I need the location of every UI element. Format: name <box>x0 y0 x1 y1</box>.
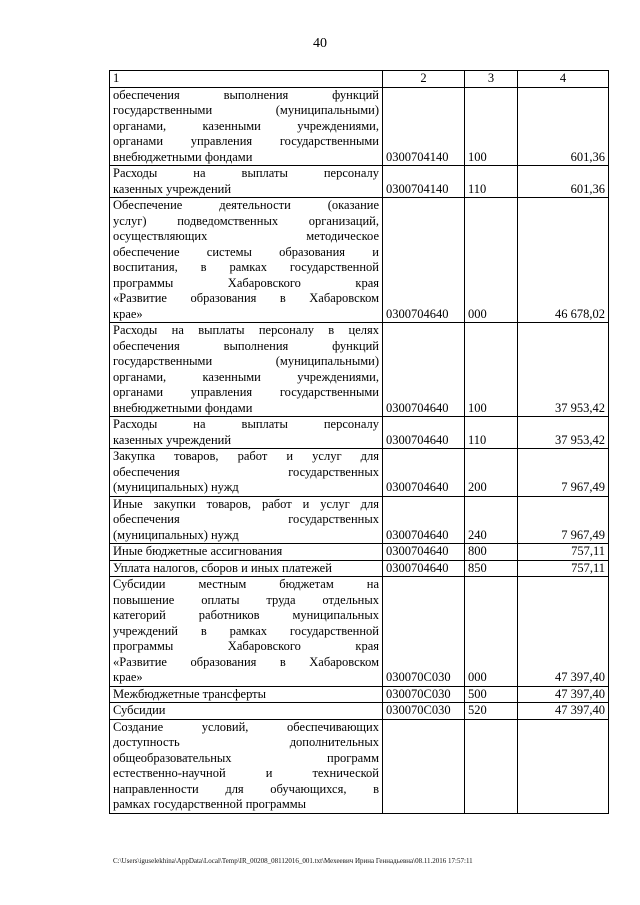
description-line: крае» <box>113 306 143 321</box>
table-row <box>110 417 609 449</box>
row-amount <box>518 719 609 813</box>
table-header-row <box>110 71 609 88</box>
row-description <box>110 577 383 687</box>
budget-table <box>109 70 609 814</box>
row-expense-type: 110 <box>465 417 518 449</box>
description-line: казенных учреждений <box>113 181 232 196</box>
description-line: Расходы на выплаты персоналу <box>113 166 379 180</box>
row-target-code <box>383 719 465 813</box>
description-line: категорий работников муниципальных <box>113 608 379 622</box>
description-line: казенных учреждений <box>113 432 232 447</box>
row-target-code: 0300704140 <box>383 87 465 166</box>
description-line: (муниципальных) нужд <box>113 527 239 542</box>
table-row <box>110 719 609 813</box>
row-description <box>110 417 383 449</box>
description-line: обеспечения государственных <box>113 464 379 479</box>
row-target-code: 0300704640 <box>383 417 465 449</box>
description-line: программы Хабаровского края <box>113 639 379 653</box>
row-description <box>110 166 383 198</box>
row-target-code: 030070С030 <box>383 577 465 687</box>
row-target-code: 0300704140 <box>383 166 465 198</box>
row-expense-type: 100 <box>465 323 518 417</box>
description-line: «Развитие образования в Хабаровском <box>113 654 379 669</box>
row-target-code: 030070С030 <box>383 703 465 720</box>
description-line: Иные закупки товаров, работ и услуг для <box>113 496 379 511</box>
description-line: внебюджетными фондами <box>113 400 253 415</box>
row-target-code: 0300704640 <box>383 198 465 323</box>
row-description <box>110 496 383 544</box>
row-expense-type: 000 <box>465 198 518 323</box>
row-description <box>110 719 383 813</box>
row-target-code: 0300704640 <box>383 449 465 497</box>
table-row <box>110 166 609 198</box>
description-line: Расходы на выплаты персоналу в целях <box>113 323 379 337</box>
row-amount: 46 678,02 <box>518 198 609 323</box>
row-expense-type: 200 <box>465 449 518 497</box>
description-line: органами управления государственными <box>113 134 379 148</box>
row-target-code: 0300704640 <box>383 544 465 561</box>
description-line: обеспечения государственных <box>113 512 379 526</box>
description-line: учреждений в рамках государственной <box>113 623 379 638</box>
row-amount: 757,11 <box>518 560 609 577</box>
table-row <box>110 449 609 497</box>
table-row <box>110 560 609 577</box>
description-line: Субсидии местным бюджетам на <box>113 577 379 591</box>
row-target-code: 030070С030 <box>383 686 465 703</box>
description-line: осуществляющих методическое <box>113 229 379 243</box>
row-description <box>110 703 383 720</box>
description-line: направленности для обучающихся, в <box>113 781 379 796</box>
table-row <box>110 87 609 166</box>
row-expense-type: 800 <box>465 544 518 561</box>
row-amount: 7 967,49 <box>518 496 609 544</box>
description-line: органами управления государственными <box>113 385 379 399</box>
row-amount: 37 953,42 <box>518 323 609 417</box>
description-line: доступность дополнительных <box>113 735 379 749</box>
description-line: рамках государственной программы <box>113 797 307 811</box>
table-row <box>110 686 609 703</box>
table-row <box>110 544 609 561</box>
description-line: услуг) подведомственных организаций, <box>113 213 379 228</box>
row-expense-type: 520 <box>465 703 518 720</box>
row-target-code: 0300704640 <box>383 560 465 577</box>
description-line: государственными (муниципальными) <box>113 354 379 368</box>
row-amount: 47 397,40 <box>518 686 609 703</box>
row-description <box>110 87 383 166</box>
row-amount: 37 953,42 <box>518 417 609 449</box>
table-row <box>110 323 609 417</box>
description-line: Обеспечение деятельности (оказание <box>113 198 379 212</box>
row-amount: 47 397,40 <box>518 703 609 720</box>
page-number: 40 <box>313 36 327 51</box>
row-expense-type: 100 <box>465 87 518 166</box>
row-expense-type: 110 <box>465 166 518 198</box>
description-line: Межбюджетные трансферты <box>113 686 267 701</box>
header-col-3: 3 <box>465 71 518 88</box>
table-row <box>110 198 609 323</box>
row-expense-type <box>465 719 518 813</box>
table-row <box>110 496 609 544</box>
table-row <box>110 703 609 720</box>
description-line: Уплата налогов, сборов и иных платежей <box>113 560 332 575</box>
table-row <box>110 577 609 687</box>
header-col-1: 1 <box>110 71 383 88</box>
row-description <box>110 560 383 577</box>
description-line: органами, казенными учреждениями, <box>113 369 379 384</box>
row-description <box>110 198 383 323</box>
row-amount: 7 967,49 <box>518 449 609 497</box>
row-description <box>110 686 383 703</box>
header-col-4: 4 <box>518 71 609 88</box>
description-line: воспитания, в рамках государственной <box>113 260 379 274</box>
description-line: Закупка товаров, работ и услуг для <box>113 449 379 463</box>
description-line: естественно-научной и технической <box>113 766 379 780</box>
description-line: повышение оплаты труда отдельных <box>113 592 379 607</box>
row-target-code: 0300704640 <box>383 496 465 544</box>
description-line: «Развитие образования в Хабаровском <box>113 291 379 305</box>
description-line: государственными (муниципальными) <box>113 103 379 117</box>
description-line: внебюджетными фондами <box>113 149 253 164</box>
description-line: обеспечение системы образования и <box>113 244 379 259</box>
header-col-2: 2 <box>383 71 465 88</box>
description-line: Иные бюджетные ассигнования <box>113 544 283 558</box>
row-expense-type: 500 <box>465 686 518 703</box>
description-line: (муниципальных) нужд <box>113 480 239 494</box>
row-description <box>110 544 383 561</box>
row-amount: 601,36 <box>518 166 609 198</box>
row-amount: 47 397,40 <box>518 577 609 687</box>
description-line: Создание условий, обеспечивающих <box>113 719 379 734</box>
description-line: обеспечения выполнения функций <box>113 338 379 353</box>
file-path-footer: C:\Users\iguselekhina\AppData\Local\Temp\IR_00208_08112016_001.txt\Мехеевич Ирина Геннадьевна\08.11.2016 17:57:11 <box>113 857 473 865</box>
row-expense-type: 850 <box>465 560 518 577</box>
description-line: обеспечения выполнения функций <box>113 87 379 102</box>
row-amount: 757,11 <box>518 544 609 561</box>
row-description <box>110 449 383 497</box>
row-amount: 601,36 <box>518 87 609 166</box>
description-line: общеобразовательных программ <box>113 750 379 765</box>
row-expense-type: 240 <box>465 496 518 544</box>
description-line: Расходы на выплаты персоналу <box>113 417 379 431</box>
row-target-code: 0300704640 <box>383 323 465 417</box>
row-expense-type: 000 <box>465 577 518 687</box>
description-line: программы Хабаровского края <box>113 275 379 290</box>
row-description <box>110 323 383 417</box>
description-line: Субсидии <box>113 703 166 717</box>
description-line: органами, казенными учреждениями, <box>113 118 379 133</box>
description-line: крае» <box>113 670 143 684</box>
